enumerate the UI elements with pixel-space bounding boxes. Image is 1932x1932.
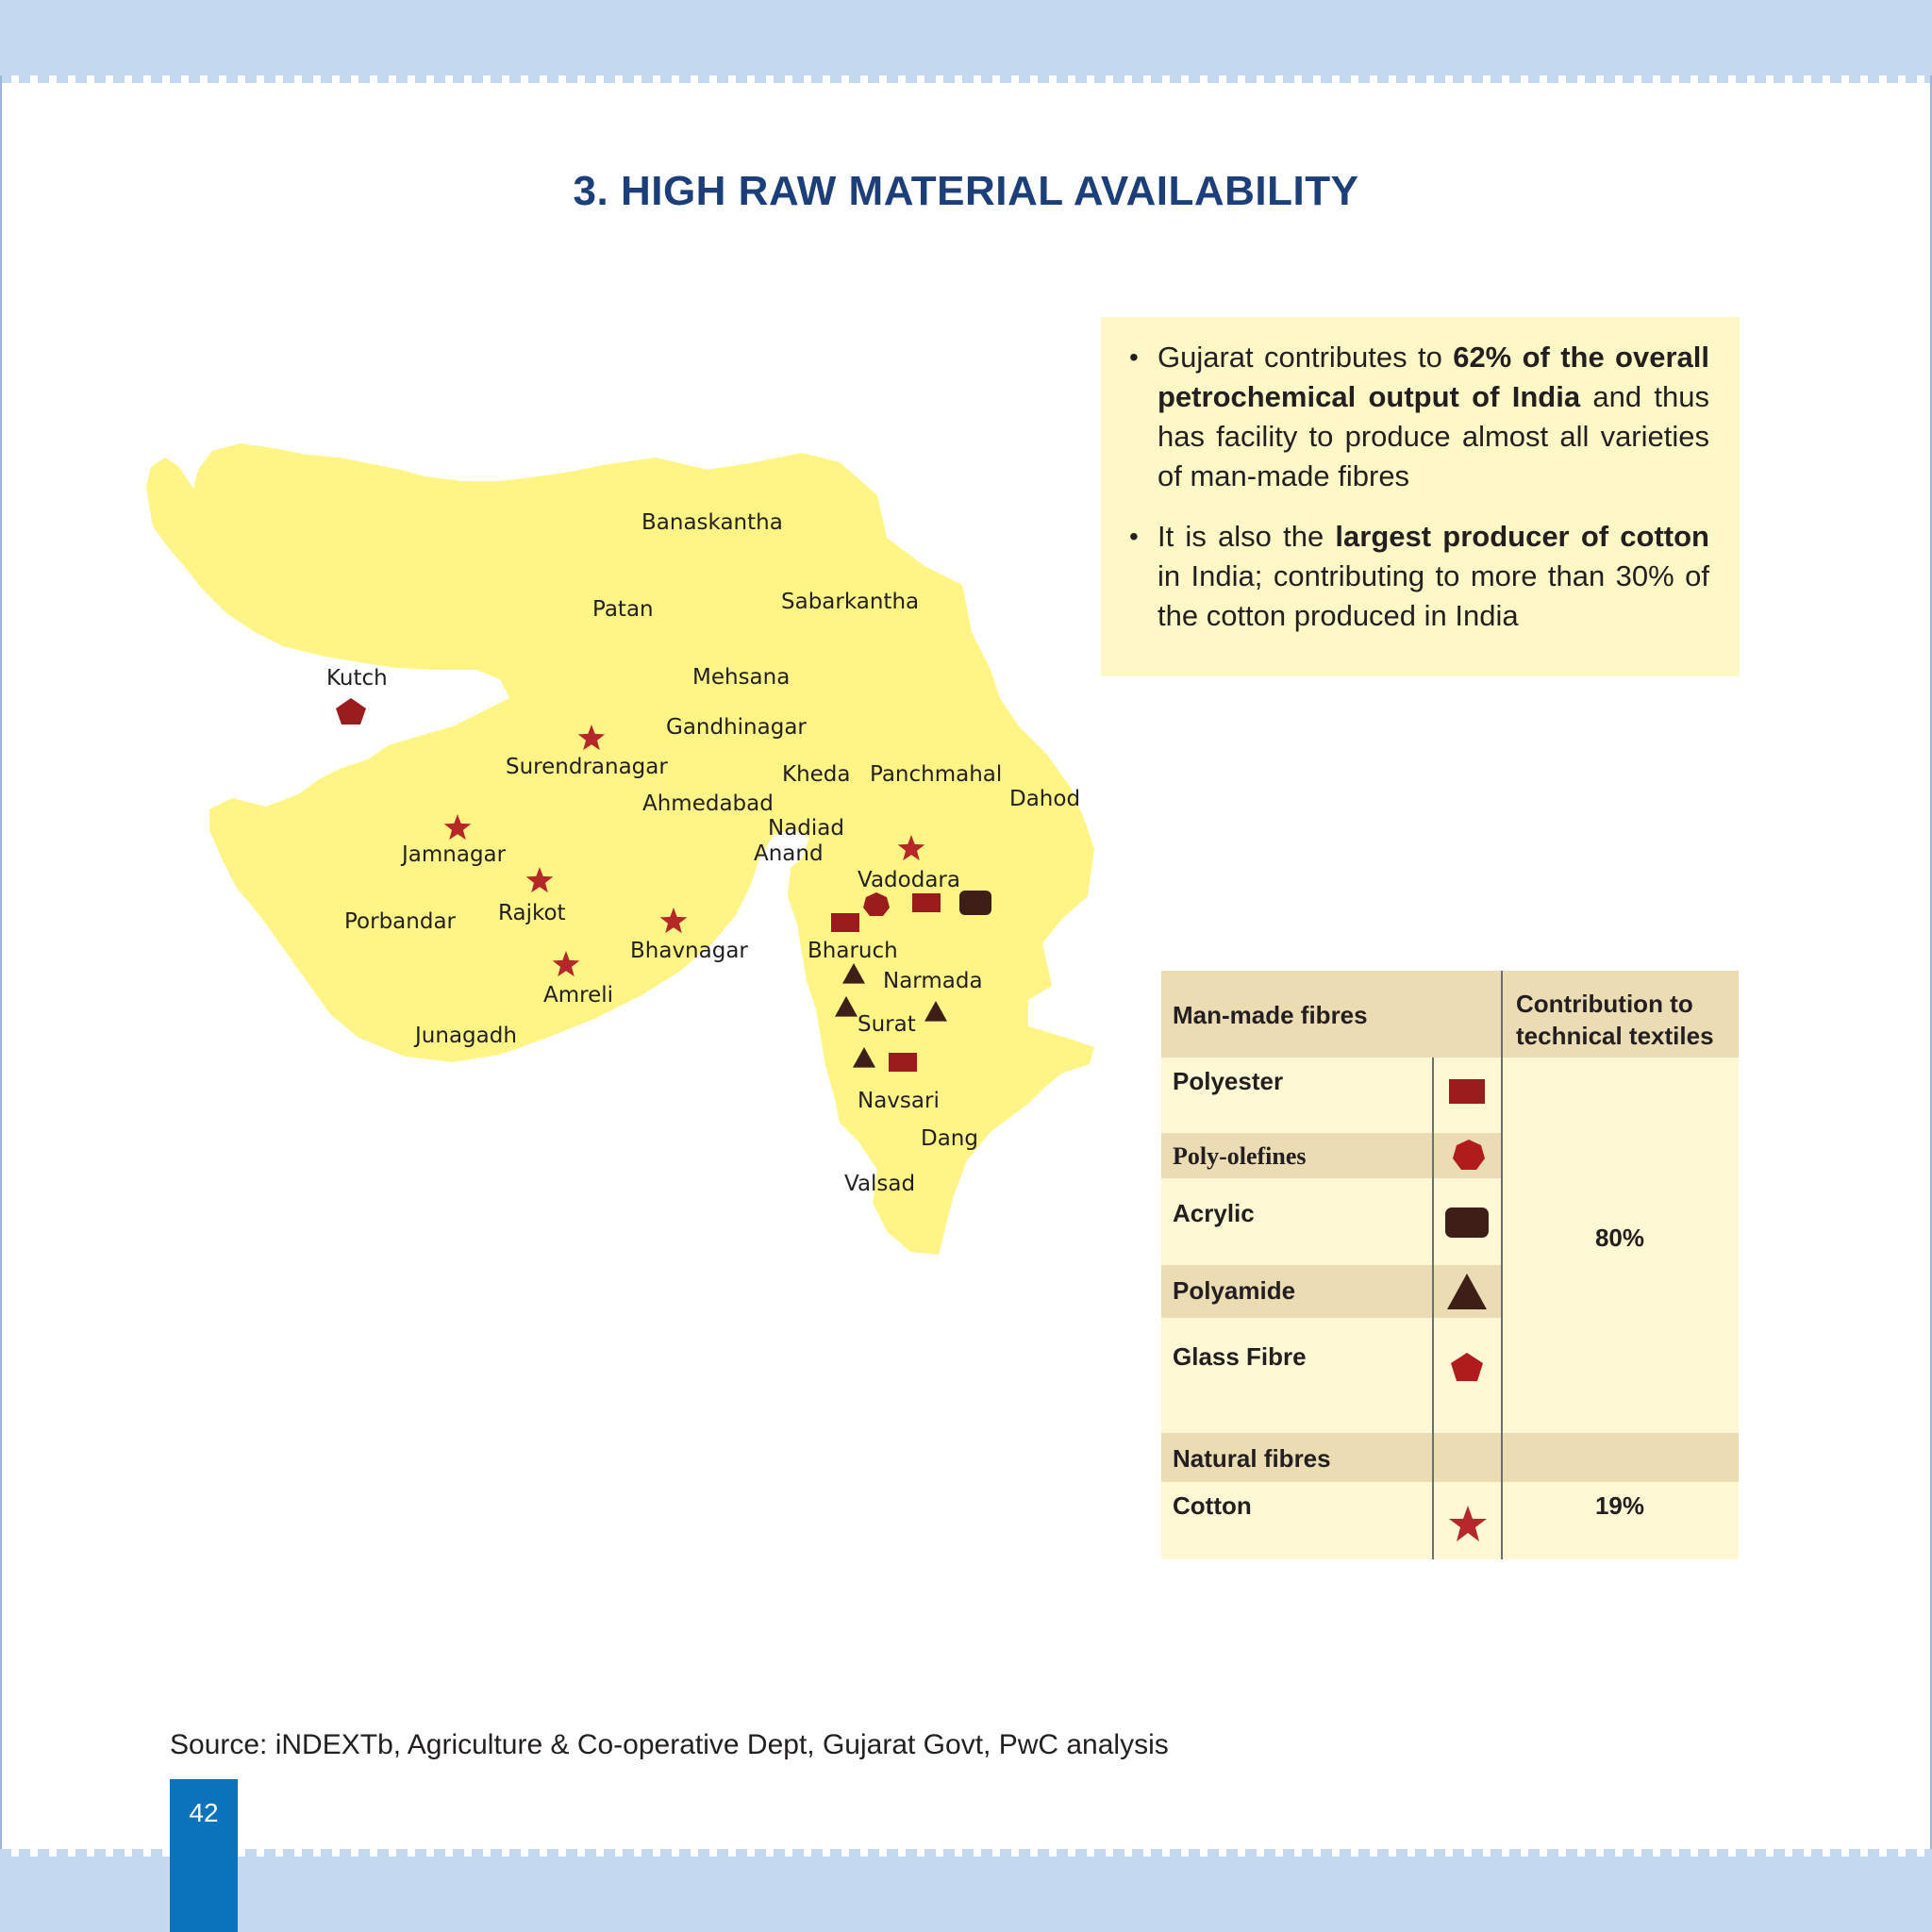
fibre-name: Acrylic bbox=[1173, 1199, 1255, 1227]
fibre-name: Glass Fibre bbox=[1173, 1342, 1307, 1371]
gujarat-map bbox=[142, 443, 1132, 1255]
page-number: 42 bbox=[189, 1798, 219, 1827]
top-dash-border bbox=[0, 75, 1932, 83]
district-patan: Patan bbox=[592, 597, 654, 622]
top-band bbox=[0, 0, 1932, 75]
table-divider-pct-col bbox=[1501, 971, 1503, 1559]
district-gandhinagar: Gandhinagar bbox=[666, 715, 807, 740]
rectangle-icon bbox=[1448, 1078, 1486, 1105]
fibre-name: Polyester bbox=[1173, 1067, 1284, 1095]
table-row-cotton bbox=[1161, 1482, 1739, 1559]
district-bharuch: Bharuch bbox=[808, 939, 898, 963]
rectangle-icon bbox=[912, 893, 941, 912]
district-kutch: Kutch bbox=[326, 666, 388, 691]
table-row-acrylic bbox=[1161, 1178, 1501, 1265]
district-mehsana: Mehsana bbox=[692, 665, 791, 690]
bottom-dash-border bbox=[0, 1849, 1932, 1857]
bullet1-bold: 62% of the overall petrochemical output of India bbox=[1158, 341, 1709, 413]
district-valsad: Valsad bbox=[844, 1172, 916, 1196]
star-icon bbox=[1448, 1505, 1488, 1542]
district-narmada: Narmada bbox=[883, 969, 983, 993]
rounded-rectangle-icon bbox=[959, 891, 991, 915]
district-jamnagar: Jamnagar bbox=[402, 842, 507, 867]
rounded-rectangle-icon bbox=[1444, 1207, 1490, 1239]
bullet1-pre: Gujarat contributes to bbox=[1158, 341, 1454, 374]
district-kheda: Kheda bbox=[782, 762, 851, 787]
bottom-band bbox=[0, 1857, 1932, 1932]
district-amreli: Amreli bbox=[543, 983, 614, 1008]
fibre-contribution-table bbox=[1161, 971, 1739, 1531]
district-sabarkantha: Sabarkantha bbox=[781, 590, 920, 614]
table-row-polyester bbox=[1161, 1058, 1501, 1133]
bullet2-pre: It is also the bbox=[1158, 520, 1336, 553]
bullet2-bold: largest producer of cotton bbox=[1335, 520, 1709, 553]
district-dang: Dang bbox=[921, 1126, 978, 1151]
rectangle-icon bbox=[889, 1053, 917, 1072]
district-junagadh: Junagadh bbox=[415, 1024, 517, 1048]
district-bhavnagar: Bhavnagar bbox=[630, 939, 748, 963]
manmade-percentage: 80% bbox=[1594, 1224, 1645, 1252]
fibre-name: Polyamide bbox=[1173, 1276, 1296, 1305]
header-contribution-line1: Contribution to bbox=[1516, 990, 1693, 1018]
table-row-glass-fibre bbox=[1161, 1318, 1501, 1433]
district-panchmahal: Panchmahal bbox=[870, 762, 1003, 787]
district-vadodara: Vadodara bbox=[858, 868, 960, 892]
district-anand: Anand bbox=[754, 841, 824, 866]
info-box bbox=[1101, 317, 1740, 676]
cotton-percentage: 19% bbox=[1594, 1491, 1645, 1520]
district-surendranagar: Surendranagar bbox=[506, 755, 668, 779]
fibre-name: Poly-olefines bbox=[1173, 1142, 1307, 1170]
district-banaskantha: Banaskantha bbox=[641, 510, 783, 535]
table-row-poly-olefines bbox=[1161, 1133, 1501, 1178]
left-frame-line bbox=[0, 75, 2, 1849]
district-surat: Surat bbox=[858, 1012, 916, 1037]
bullet1-post: and thus has facility to produce almost all varieties of man-made fibres bbox=[1158, 380, 1709, 492]
rectangle-icon bbox=[831, 913, 859, 932]
natural-fibres-header: Natural fibres bbox=[1173, 1444, 1331, 1473]
page-title: 3. HIGH RAW MATERIAL AVAILABILITY bbox=[573, 168, 1359, 214]
district-rajkot: Rajkot bbox=[498, 901, 566, 925]
table-row-polyamide bbox=[1161, 1265, 1501, 1318]
header-contribution-line2: technical textiles bbox=[1516, 1022, 1714, 1050]
table-row-natural-fibres bbox=[1161, 1433, 1739, 1482]
source-note: Source: iNDEXTb, Agriculture & Co-operative Dept, Gujarat Govt, PwC analysis bbox=[170, 1729, 1169, 1760]
triangle-icon bbox=[1446, 1273, 1488, 1310]
district-nadiad: Nadiad bbox=[768, 816, 844, 841]
header-contribution bbox=[1516, 988, 1714, 1052]
bullet-cotton bbox=[1158, 517, 1709, 636]
table-divider-icon-col bbox=[1432, 1058, 1434, 1559]
heptagon-icon bbox=[1452, 1139, 1486, 1173]
bullet2-post: in India; contributing to more than 30% of the cotton produced in India bbox=[1158, 559, 1709, 632]
district-porbandar: Porbandar bbox=[344, 909, 456, 934]
header-man-made-fibres: Man-made fibres bbox=[1173, 1001, 1368, 1029]
bullet-petrochemical bbox=[1158, 338, 1709, 496]
pentagon-icon bbox=[336, 698, 366, 724]
table-header-row bbox=[1161, 971, 1739, 1058]
district-dahod: Dahod bbox=[1009, 787, 1081, 811]
district-ahmedabad: Ahmedabad bbox=[642, 791, 774, 816]
pentagon-icon bbox=[1450, 1352, 1484, 1382]
fibre-name: Cotton bbox=[1173, 1491, 1252, 1520]
district-navsari: Navsari bbox=[858, 1089, 940, 1113]
